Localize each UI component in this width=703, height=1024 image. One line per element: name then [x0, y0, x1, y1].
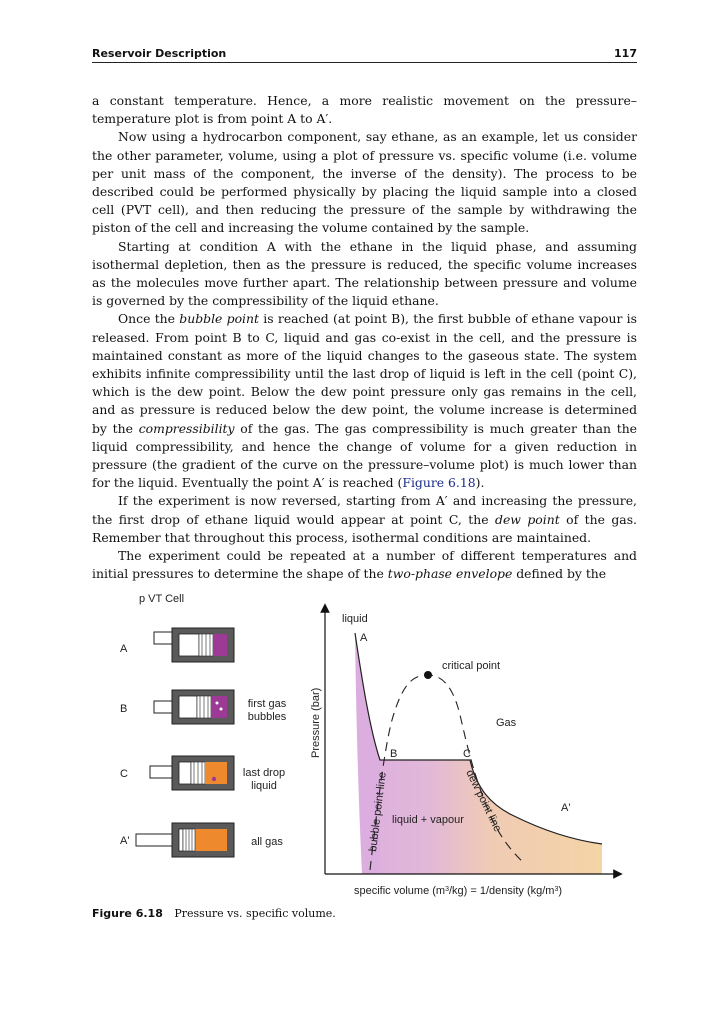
- point-b-label: B: [390, 748, 398, 760]
- running-title: Reservoir Description: [92, 47, 227, 60]
- critical-point-label: critical point: [442, 660, 501, 672]
- page-number: 117: [614, 47, 637, 60]
- cell-desc-c-line1: last drop: [242, 767, 286, 779]
- text-run: of the gas. The gas compressibility is much greater than the liquid compressibility, and hence the change of volume for a given reduction in pressure (the gradient of the curve on the pressure–volume plot) is much lower than for the liquid. Eventually the point A′ is reached (: [92, 420, 638, 491]
- figure-label: Figure 6.18: [92, 907, 163, 920]
- y-axis-label: Pressure (bar): [310, 687, 322, 758]
- text-run: a constant temperature. Hence, a more realistic movement on the pressure–temperature plot is from point A to A′.: [92, 93, 637, 127]
- emphasis: dew point: [495, 511, 560, 527]
- critical-point-marker: [424, 671, 432, 679]
- point-a-label: A: [360, 632, 368, 644]
- text-run: Starting at condition A with the ethane in the liquid phase, and assuming isothermal depletion, then as the pressure is reduced, the specific volume increases as the molecules move further apart. The relationship between pressure and volume is governed by the compressibility of the liquid ethane.: [92, 238, 637, 309]
- cell-desc-a-prime: all gas: [251, 836, 283, 848]
- cell-label-c: C: [120, 768, 128, 780]
- liquid-label: liquid: [342, 613, 368, 625]
- text-run: Once the: [118, 311, 180, 327]
- piston: [179, 634, 199, 656]
- figure-caption-text: Pressure vs. specific volume.: [174, 907, 336, 920]
- pv-plot: [310, 608, 618, 897]
- gas-bubble: [216, 702, 219, 705]
- emphasis: compressibility: [138, 420, 235, 436]
- text-run: of the gas. Remember that throughout this process, isothermal conditions are maintained.: [92, 511, 637, 545]
- paragraph: [92, 492, 637, 547]
- liquid-fill: [213, 634, 227, 656]
- cell-desc-b-line2: bubbles: [247, 711, 287, 723]
- cell-desc-b-line1: first gas: [247, 698, 287, 710]
- pvt-cell-b: [120, 690, 287, 724]
- point-c-label: C: [463, 748, 471, 760]
- cell-label-a-prime: A': [120, 835, 130, 847]
- pvt-cell-a: [120, 628, 234, 662]
- text-run: The experiment could be repeated at a number of different temperatures and initial pressures to determine the shape of the: [92, 548, 637, 582]
- cell-label-a: A: [120, 643, 128, 655]
- two-phase-label: liquid + vapour: [392, 814, 464, 826]
- figure-caption: [92, 907, 336, 920]
- emphasis: two-phase envelope: [387, 566, 513, 582]
- x-axis-label: specific volume $(m^3/kg)$ = 1/density $(kg/m^3)$: [354, 885, 563, 897]
- gas-bubble: [220, 708, 223, 711]
- pvt-cell-c: [120, 756, 285, 792]
- liquid-drop: [212, 777, 216, 781]
- paragraph: [92, 92, 637, 128]
- paragraph: [92, 547, 637, 583]
- text-run: defined by the: [512, 566, 607, 582]
- paragraph: [92, 310, 637, 492]
- pvt-cell-a-prime: [120, 823, 283, 857]
- paragraph: [92, 128, 637, 237]
- paragraph: [92, 238, 637, 311]
- cell-desc-c-line2: liquid: [251, 780, 277, 792]
- text-run: If the experiment is now reversed, starting from A′ and increasing the pressure, the first drop of ethane liquid would appear at point C, the: [92, 493, 637, 527]
- cell-label-b: B: [120, 703, 128, 715]
- body-text: [92, 92, 637, 583]
- bubble-point-line-label: bubble point line: [367, 771, 389, 853]
- text-run: ).: [475, 475, 485, 491]
- running-header: [92, 46, 637, 63]
- figure-6-18: [92, 590, 637, 908]
- pvt-cell-title: p VT Cell: [139, 593, 185, 605]
- text-run: Now using a hydrocarbon component, say ethane, as an example, let us consider the other parameter, volume, using a plot of pressure vs. specific volume (i.e. volume per unit mass of the component, the inverse of the density). The process to be described could be performed physically by placing the liquid sample into a closed cell (PVT cell), and then reducing the pressure of the sample by withdrawing the piston of the cell and increasing the volume contained by the sample.: [92, 129, 637, 236]
- point-a-prime-label: A': [561, 802, 571, 814]
- text-run: is reached (at point B), the first bubble of ethane vapour is released. From point B to C, liquid and gas co-exist in the cell, and the pressure is maintained constant as more of the liquid changes to the gaseous state. The system exhibits infinite compressibility until the last drop of liquid is left in the cell (point C), which is the dew point. Below the dew point pressure only gas remains in the cell, and as pressure is reduced below the dew point, the volume increase is determined by the: [92, 311, 637, 436]
- pressure-volume-diagram: [92, 590, 637, 908]
- emphasis: bubble point: [179, 311, 259, 327]
- gas-label: Gas: [496, 717, 517, 729]
- dew-point-line-label: dew point line: [463, 768, 504, 834]
- figure-reference-link[interactable]: Figure 6.18: [402, 475, 476, 491]
